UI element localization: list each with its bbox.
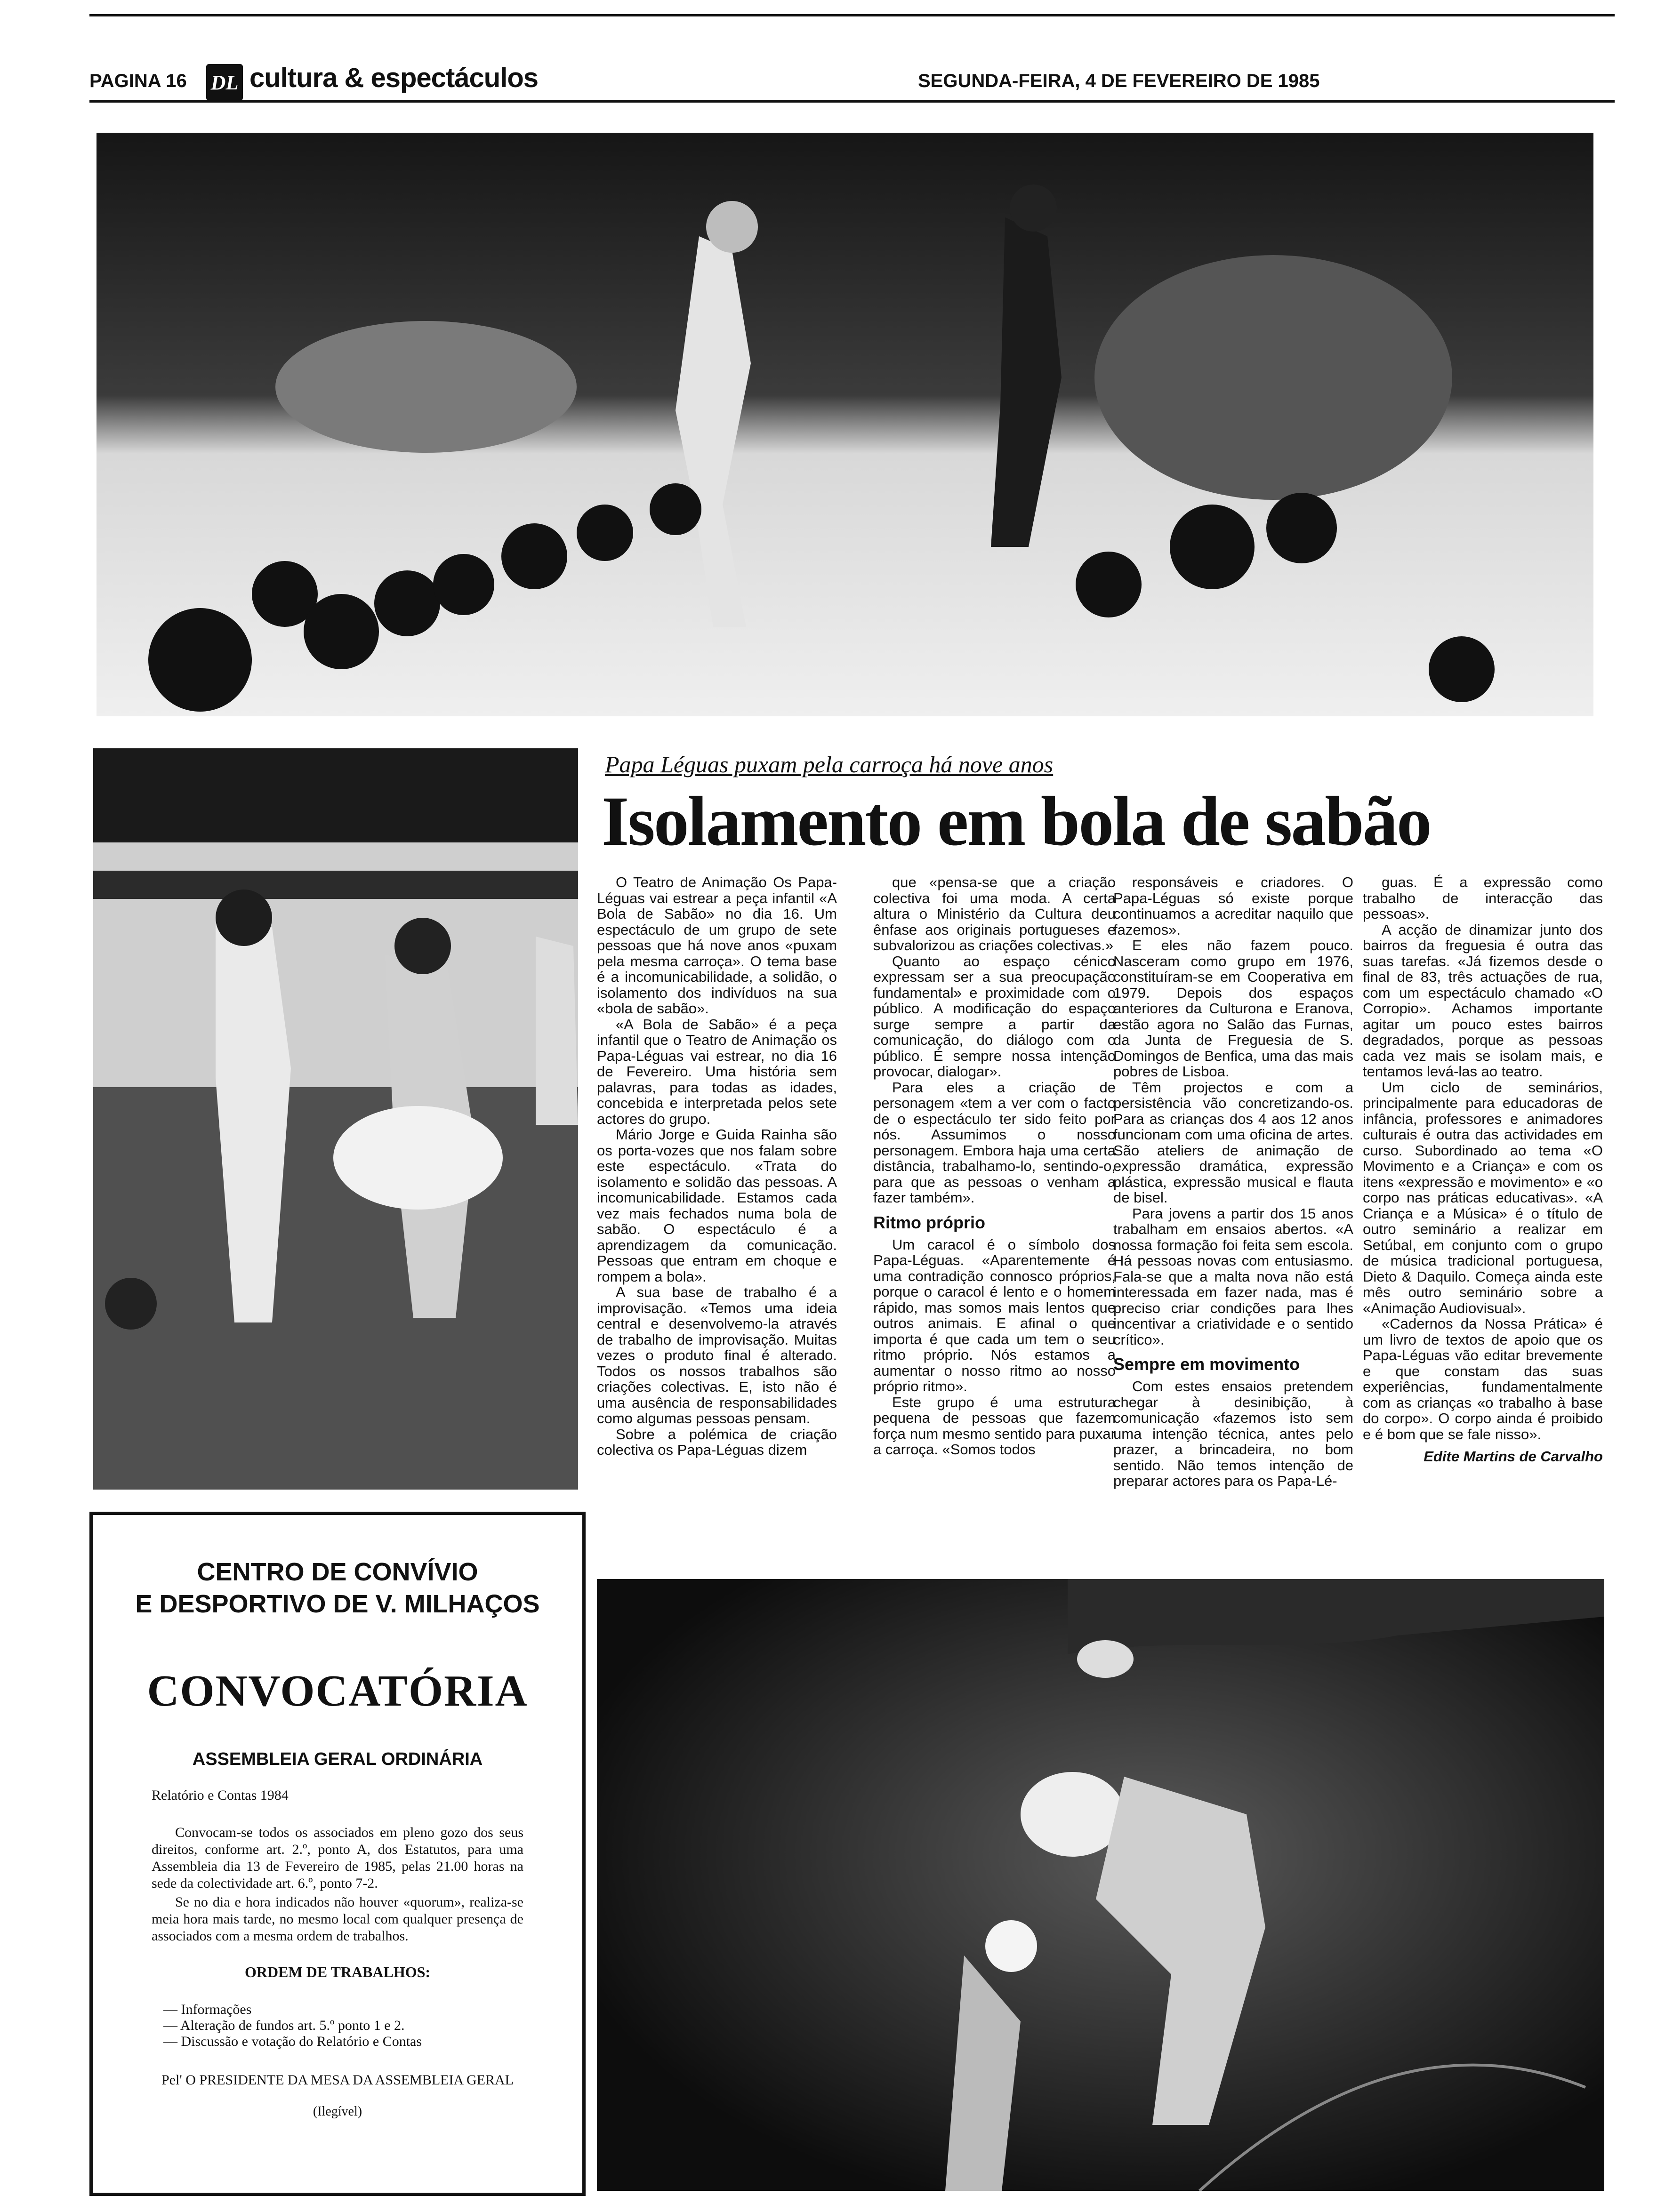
- ad-title: CONVOCATÓRIA: [147, 1667, 528, 1715]
- byline: Edite Martins de Carvalho: [1424, 1448, 1603, 1465]
- paragraph: Um ciclo de seminários, principalmente para educadoras de infância, professores e animadores culturais é outra das actividades em curso. Subordinado ao tema «O Movimento e a Criança» e com os itens «expressão e movimento» e «o corpo nas práticas educativas». «A Criança e a Música» é o título de outro seminário a realizar em Setúbal, em conjunto com o grupo de música tradicional portuguesa, Dieto & Daquilo. Começa ainda este mês outro seminário sobre a «Animação Audiovisual».: [1363, 1079, 1603, 1316]
- photo-illustration-3: [597, 1579, 1604, 2191]
- page-number: PAGINA 16: [89, 71, 187, 91]
- ad-signature: Pel' O PRESIDENTE DA MESA DA ASSEMBLEIA GERAL: [161, 2072, 514, 2088]
- photo-clown-performance: [597, 1579, 1604, 2191]
- ad-agenda-title: ORDEM DE TRABALHOS:: [244, 1964, 431, 1980]
- ad-agenda-item: — Alteração de fundos art. 5.º ponto 1 e 2.: [163, 2018, 405, 2033]
- paragraph: «Cadernos da Nossa Prática» é um livro de textos de apoio que os Papa-Léguas vão editar brevemente e que constam das suas experiências, fundamentalmente com as crianças «o trabalho à base do corpo». O corpo ainda é proibido e é bom que se fale nisso».: [1363, 1315, 1603, 1443]
- paragraph: Quanto ao espaço cénico expressam ser a sua preocupação fundamental» e proximidade com o público. A modificação do espaço surge sempre a partir da comunicação, do diálogo com o público. É sempre nossa intenção provocar, dialogar».: [873, 953, 1116, 1080]
- ad-org-line-1: CENTRO DE CONVÍVIO: [197, 1558, 478, 1586]
- paragraph: Este grupo é uma estrutura pequena de pessoas que fazem força num mesmo sentido para puxar a carroça. «Somos todos: [873, 1394, 1116, 1458]
- header-rule: [89, 100, 1615, 103]
- paragraph: Para eles a criação de personagem «tem a ver com o facto de o espectáculo ter sido feito por nós. Assumimos o nosso personagem. Embora haja uma certa distância, trabalhamo-lo, sentindo-o, para que as pessoas o venham a fazer também».: [873, 1079, 1116, 1206]
- issue-date: SEGUNDA-FEIRA, 4 DE FEVEREIRO DE 1985: [918, 71, 1320, 91]
- logo-letter: DL: [210, 71, 239, 94]
- newspaper-logo: [206, 64, 243, 101]
- article-column-2: [873, 874, 1116, 1458]
- ad-body-2: Se no dia e hora indicados não houver «quorum», realiza-se meia hora mais tarde, no mesmo local com qualquer presença de associados com a mesma ordem de trabalhos.: [152, 1894, 523, 1944]
- paragraph: Para jovens a partir dos 15 anos trabalham em ensaios abertos. «A nossa formação foi feita sem escola. Há pessoas novas com entusiasmo. Fala-se que a malta nova não está interessada em fazer nada, mas é preciso criar condições para lhes incentivar a criatividade e o sentido crítico».: [1113, 1205, 1353, 1348]
- paragraph: E eles não fazem pouco. Nasceram como grupo em 1976, constituíram-se em Cooperativa em 1979. Depois dos espaços anteriores da Culturona e Eranova, estão agora no Salão das Furnas, da Junta de Freguesia de S. Domingos de Benfica, uma das mais pobres de Lisboa.: [1113, 937, 1353, 1080]
- paragraph: «A Bola de Sabão» é a peça infantil que o Teatro de Animação os Papa-Léguas vai estrear, no dia 16 de Fevereiro. Uma história sem palavras, para todas as idades, concebida e interpretada pelos sete actores do grupo.: [597, 1016, 837, 1127]
- paragraph: A sua base de trabalho é a improvisação. «Temos uma ideia central e desenvolvemo-la através de trabalho de improvisação. Muitas vezes o produto final é alterado. Todos os nossos trabalhos são criações colectivas. E, isto não é uma ausência de responsabilidades como algumas pessoas pensam.: [597, 1284, 837, 1427]
- ad-subtitle: ASSEMBLEIA GERAL ORDINÁRIA: [192, 1749, 483, 1769]
- article-kicker: Papa Léguas puxam pela carroça há nove anos: [605, 751, 1054, 777]
- convocatoria-ad: [89, 1512, 586, 2196]
- ad-body-1: Convocam-se todos os associados em pleno gozo dos seus direitos, conforme art. 2.º, ponto A, dos Estatutos, para uma Assembleia dia 13 de Fevereiro de 1985, pelas 21.00 horas na sede da colectividade art. 6.º, ponto 7-2.: [152, 1825, 523, 1891]
- paragraph: O Teatro de Animação Os Papa-Léguas vai estrear a peça infantil «A Bola de Sabão» no dia 16. Um espectáculo de um grupo de sete pessoas que há nove anos «puxam pela mesma carroça». O tema base é a incomunicabilidade, a solidão, o isolamento dos indivíduos na sua «bola de sabão».: [597, 874, 837, 1017]
- paragraph: guas. É a expressão como trabalho de interacção das pessoas».: [1363, 874, 1603, 922]
- paragraph: Sobre a polémica de criação colectiva os Papa-Léguas dizem: [597, 1426, 837, 1458]
- paragraph: responsáveis e criadores. O Papa-Léguas só existe porque continuamos a acreditar naquilo que fazemos».: [1113, 874, 1353, 938]
- ad-agenda-item: — Discussão e votação do Relatório e Contas: [163, 2034, 422, 2049]
- article-column-1: [597, 874, 837, 1458]
- section-title: cultura & espectáculos: [249, 63, 538, 93]
- photo-illustration: [97, 133, 1593, 716]
- ad-agenda-list: [163, 2002, 582, 2050]
- ad-signature-note: (Ilegível): [313, 2104, 362, 2119]
- article-headline: Isolamento em bola de sabão: [602, 782, 1431, 860]
- ad-agenda-item: — Informações: [163, 2002, 252, 2017]
- paragraph: Mário Jorge e Guida Rainha são os porta-vozes que nos falam sobre este espectáculo. «Trata do isolamento e solidão das pessoas. A incomunicabilidade. Estamos cada vez mais fechados numa bola de sabão. O espectáculo é a aprendizagem da comunicação. Pessoas que entram em choque e rompem a bola».: [597, 1126, 837, 1285]
- paragraph: Um caracol é o símbolo dos Papa-Léguas. «Aparentemente é uma contradição connosco próprios, porque o caracol é lento e o homem rápido, mas somos mais lentos que outros animais. E afinal o que importa é que cada um tem o seu ritmo próprio. Nós estamos a aumentar o nosso ritmo ao nosso próprio ritmo».: [873, 1236, 1116, 1395]
- article-column-3: [1113, 874, 1353, 1489]
- ad-subject: Relatório e Contas 1984: [152, 1787, 289, 1803]
- photo-illustration-2: [93, 748, 578, 1490]
- paragraph: que «pensa-se que a criação colectiva foi uma moda. A certa altura o Ministério da Cultura deu ênfase aos originais portugueses e subvalorizou as criações colectivas.»: [873, 874, 1116, 954]
- article-column-4: [1363, 874, 1603, 1465]
- paragraph: A acção de dinamizar junto dos bairros da freguesia é outra das suas tarefas. «Já fizemos desde o final de 83, três actuações de rua, com um espectáculo chamado «O Corropio». Achamos importante agitar um pouco estes bairros degradados, porque as pessoas cada vez mais se isolam mais, e tentamos levá-las ao teatro.: [1363, 921, 1603, 1080]
- paragraph: Com estes ensaios pretendem chegar à desinibição, à comunicação «fazemos isto sem uma intenção técnica, antes pelo prazer, a brincadeira, no bom sentido. Não temos intenção de preparar actores para os Papa-Lé-: [1113, 1378, 1353, 1489]
- subheading: Sempre em movimento: [1113, 1354, 1300, 1374]
- photo-actors-with-drum: [93, 748, 578, 1490]
- subheading: Ritmo próprio: [873, 1212, 985, 1232]
- paragraph: Têm projectos e com a persistência vão concretizando-os. Para as crianças dos 4 aos 12 anos funcionam com uma oficina de artes. São ateliers de animação de expressão dramática, expressão plástica, expressão musical e flauta de bisel.: [1113, 1079, 1353, 1206]
- photo-performance-outdoors: [97, 133, 1593, 716]
- top-rule: [89, 14, 1615, 16]
- ad-org-line-2: E DESPORTIVO DE V. MILHAÇOS: [135, 1590, 540, 1618]
